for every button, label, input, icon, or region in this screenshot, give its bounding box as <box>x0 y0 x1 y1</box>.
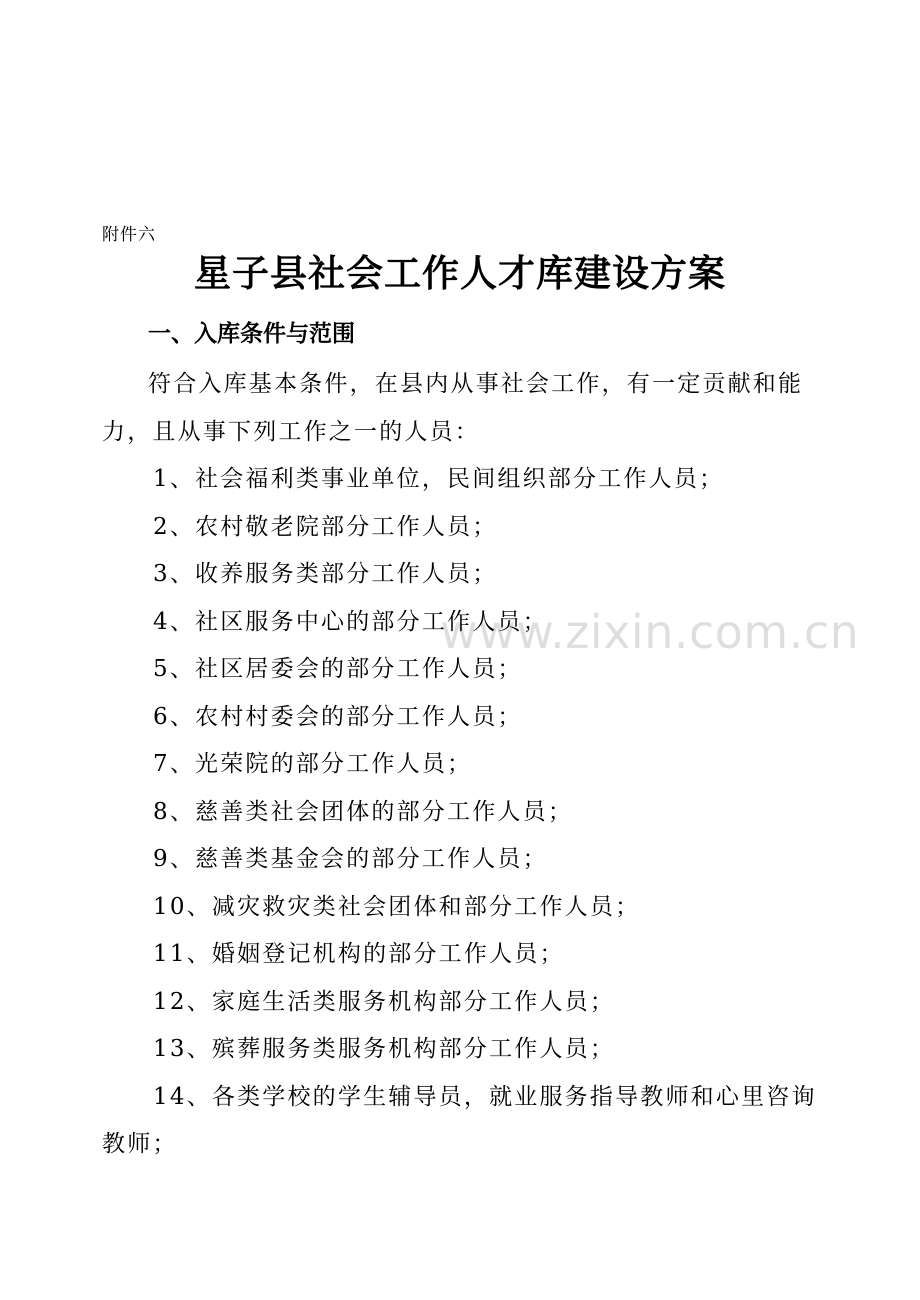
list-item: 1、社会福利类事业单位，民间组织部分工作人员； <box>153 466 725 492</box>
list-item: 7、光荣院的部分工作人员； <box>153 751 473 777</box>
list-item: 6、农村村委会的部分工作人员； <box>153 703 523 730</box>
list-item: 13、殡葬服务类服务机构部分工作人员； <box>153 1036 616 1062</box>
document-title: 星子县社会工作人才库建设方案 <box>194 251 726 295</box>
document-body <box>102 361 822 1169</box>
list-item: 12、家庭生活类服务机构部分工作人员； <box>153 988 616 1015</box>
section-heading: 一、入库条件与范围 <box>148 321 355 347</box>
list-item: 8、慈善类社会团体的部分工作人员； <box>153 798 574 825</box>
intro-paragraph: 符合入库基本条件，在县内从事社会工作，有一定贡献和能力，且从事下列工作之一的人员： <box>102 371 804 445</box>
watermark: www.zixin.com.cn <box>440 605 860 659</box>
list-item: 5、社区居委会的部分工作人员； <box>153 656 523 682</box>
list-item: 11、婚姻登记机构的部分工作人员； <box>153 941 565 967</box>
attachment-label: 附件六 <box>102 225 156 245</box>
list-item: 9、慈善类基金会的部分工作人员； <box>153 846 548 872</box>
list-item: 3、收养服务类部分工作人员； <box>153 561 498 587</box>
list-item: 10、减灾救灾类社会团体和部分工作人员； <box>153 893 641 920</box>
list-item: 2、农村敬老院部分工作人员； <box>153 513 498 540</box>
list-item: 14、各类学校的学生辅导员，就业服务指导教师和心里咨询教师； <box>102 1083 817 1157</box>
list-item: 4、社区服务中心的部分工作人员； <box>153 608 548 635</box>
